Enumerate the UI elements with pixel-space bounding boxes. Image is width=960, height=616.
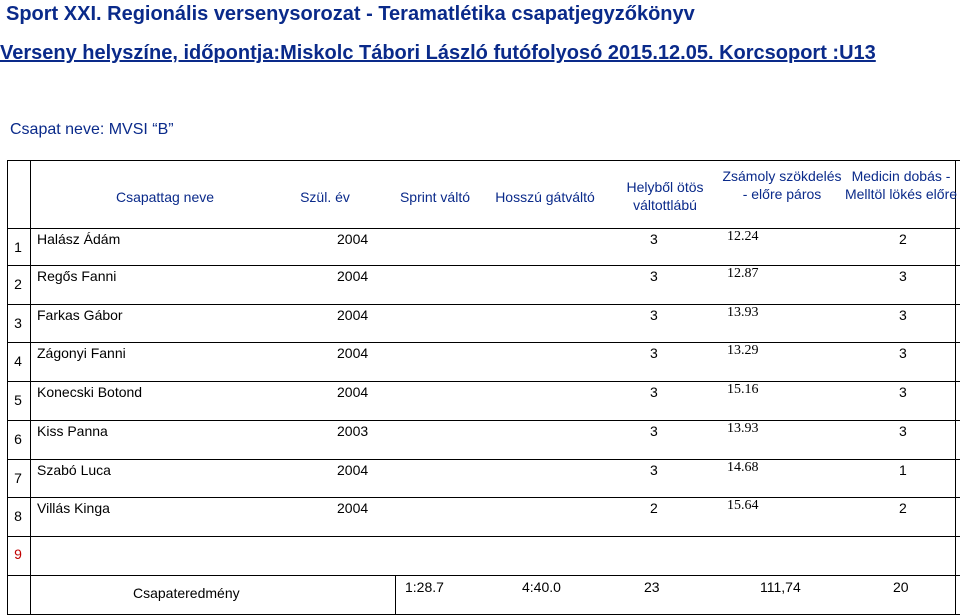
- box-jump-time: 13.93: [727, 421, 759, 436]
- row-number: 7: [14, 470, 22, 486]
- throw-score: 3: [899, 384, 907, 400]
- jump-score: 3: [650, 231, 658, 247]
- box-jump-time: 13.93: [727, 305, 759, 320]
- row-number: 3: [14, 315, 22, 331]
- throw-score: 3: [899, 268, 907, 284]
- venue-line: Verseny helyszíne, időpontja:Miskolc Tábori László futófolyosó 2015.12.05. Korcsoport :U13: [0, 42, 876, 64]
- summary-hurdle: 4:40.0: [522, 579, 561, 595]
- row-number: 1: [14, 239, 22, 255]
- birth-year: 2004: [337, 268, 369, 284]
- birth-year: 2004: [337, 462, 369, 478]
- jump-score: 3: [650, 307, 658, 323]
- team-name: Csapat neve: MVSI “B”: [10, 121, 174, 138]
- column-header-sprint: Sprint váltó: [399, 189, 471, 205]
- box-jump-time: 12.24: [727, 229, 759, 244]
- athlete-name: Villás Kinga: [37, 500, 110, 516]
- summary-sprint: 1:28.7: [405, 579, 444, 595]
- column-header-hurdle: Hosszú gátváltó: [495, 189, 595, 205]
- row-number: 6: [14, 431, 22, 447]
- column-header-box: Zsámoly szökdelés - előre páros: [722, 168, 842, 202]
- jump-score: 3: [650, 462, 658, 478]
- summary-jump: 23: [644, 579, 660, 595]
- box-jump-time: 15.16: [727, 382, 759, 397]
- throw-score: 2: [899, 231, 907, 247]
- athlete-name: Regős Fanni: [37, 268, 117, 284]
- throw-score: 3: [899, 423, 907, 439]
- throw-score: 3: [899, 345, 907, 361]
- birth-year: 2004: [337, 345, 369, 361]
- column-header-jump: Helyből ötös váltottlábú: [626, 179, 704, 213]
- athlete-name: Szabó Luca: [37, 462, 111, 478]
- birth-year: 2004: [337, 307, 369, 323]
- box-jump-time: 12.87: [727, 266, 759, 281]
- jump-score: 3: [650, 345, 658, 361]
- jump-score: 3: [650, 384, 658, 400]
- athlete-name: Farkas Gábor: [37, 307, 123, 323]
- summary-box: 111,74: [760, 579, 801, 595]
- birth-year: 2003: [337, 423, 369, 439]
- box-jump-time: 14.68: [727, 460, 759, 475]
- row-number: 5: [14, 392, 22, 408]
- birth-year: 2004: [337, 500, 369, 516]
- column-header-birth: Szül. év: [300, 189, 350, 205]
- document-title: Sport XXI. Regionális versenysorozat - Teramatlétika csapatjegyzőkönyv: [6, 3, 695, 25]
- row-number: 8: [14, 508, 22, 524]
- summary-throw: 20: [893, 579, 909, 595]
- athlete-name: Konecski Botond: [37, 384, 143, 400]
- throw-score: 3: [899, 307, 907, 323]
- box-jump-time: 15.64: [727, 498, 759, 513]
- row-number: 9: [14, 546, 22, 562]
- jump-score: 3: [650, 268, 658, 284]
- summary-label: Csapateredmény: [133, 585, 240, 601]
- throw-score: 1: [899, 462, 907, 478]
- row-number: 2: [14, 276, 22, 292]
- jump-score: 2: [650, 500, 658, 516]
- athlete-name: Halász Ádám: [37, 231, 121, 247]
- column-header-throw: Medicin dobás - Melltöl lökés előre: [844, 168, 958, 202]
- athlete-name: Zágonyi Fanni: [37, 345, 126, 361]
- box-jump-time: 13.29: [727, 343, 759, 358]
- jump-score: 3: [650, 423, 658, 439]
- birth-year: 2004: [337, 231, 369, 247]
- row-number: 4: [14, 353, 22, 369]
- birth-year: 2004: [337, 384, 369, 400]
- column-header-name: Csapattag neve: [115, 189, 215, 205]
- athlete-name: Kiss Panna: [37, 423, 108, 439]
- throw-score: 2: [899, 500, 907, 516]
